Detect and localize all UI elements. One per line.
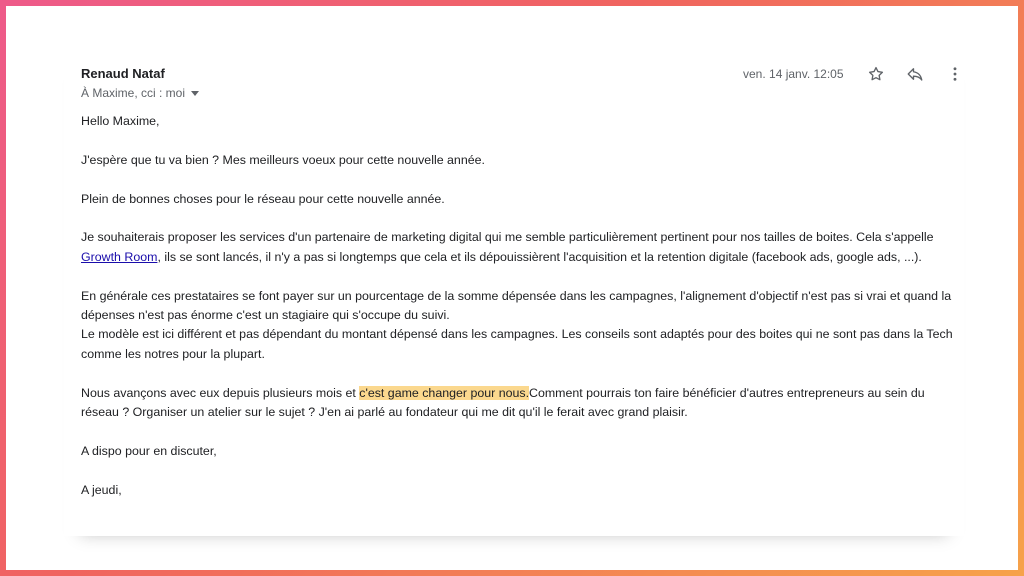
- sender-name[interactable]: Renaud Nataf: [81, 66, 165, 81]
- more-options-button[interactable]: [944, 63, 966, 85]
- paragraph-3-end: , ils se sont lancés, il n'y a pas si longtemps que cela et ils dépouissièrent l'acquisition et la retention digitale (facebook ads, google ads, ...).: [157, 249, 922, 264]
- reply-icon: [906, 65, 924, 83]
- paragraph-5-end: Comment pourrais ton faire bénéficier d'autres entrepreneurs au sein du réseau ? Organiser un atelier sur le sujet ? J'en ai parlé au fondateur qui me dit qu'il le ferait avec grand plaisir.: [81, 385, 925, 420]
- slide-frame: [6, 6, 1018, 570]
- star-icon: [867, 65, 885, 83]
- reply-button[interactable]: [904, 63, 926, 85]
- paragraph-3: [81, 228, 961, 267]
- paragraph-2: Plein de bonnes choses pour le réseau pour cette nouvelle année.: [81, 191, 445, 206]
- recipients-line[interactable]: [81, 86, 199, 100]
- chevron-down-icon[interactable]: [191, 91, 199, 96]
- star-button[interactable]: [865, 63, 887, 85]
- growth-room-link[interactable]: Growth Room: [81, 249, 158, 264]
- email-body: [81, 112, 961, 519]
- email-message: [64, 50, 964, 536]
- paragraph-5-start: Nous avançons avec eux depuis plusieurs mois et: [81, 385, 360, 400]
- paragraph-4-line-b: Le modèle est ici différent et pas dépendant du montant dépensé dans les campagnes. Les conseils sont adaptés pour des boites qui ne sont pas dans la Tech comme les notres pour la plupart.: [81, 327, 953, 361]
- email-date: ven. 14 janv. 12:05: [743, 67, 844, 81]
- recipients-text: À Maxime, cci : moi: [81, 86, 186, 100]
- paragraph-3-start: Je souhaiterais proposer les services d'un partenaire de marketing digital qui me semble particulièrement pertinent pour nos tailles de boites. Cela s'appelle: [81, 230, 934, 245]
- paragraph-1: J'espère que tu va bien ? Mes meilleurs voeux pour cette nouvelle année.: [81, 152, 485, 167]
- paragraph-5: [81, 384, 961, 423]
- highlighted-text: c'est game changer pour nous.: [359, 385, 530, 400]
- closing: A jeudi,: [81, 482, 122, 497]
- greeting: Hello Maxime,: [81, 114, 160, 128]
- paragraph-6: A dispo pour en discuter,: [81, 443, 217, 458]
- paragraph-4: [81, 287, 961, 365]
- more-vert-icon: [946, 65, 964, 83]
- paragraph-4-line-a: En générale ces prestataires se font payer sur un pourcentage de la somme dépensée dans les campagnes, l'alignement d'objectif n'est pas si vrai et quand la dépenses n'est pas énorme c'est un stagiaire qui s'occupe du suivi.: [81, 288, 952, 322]
